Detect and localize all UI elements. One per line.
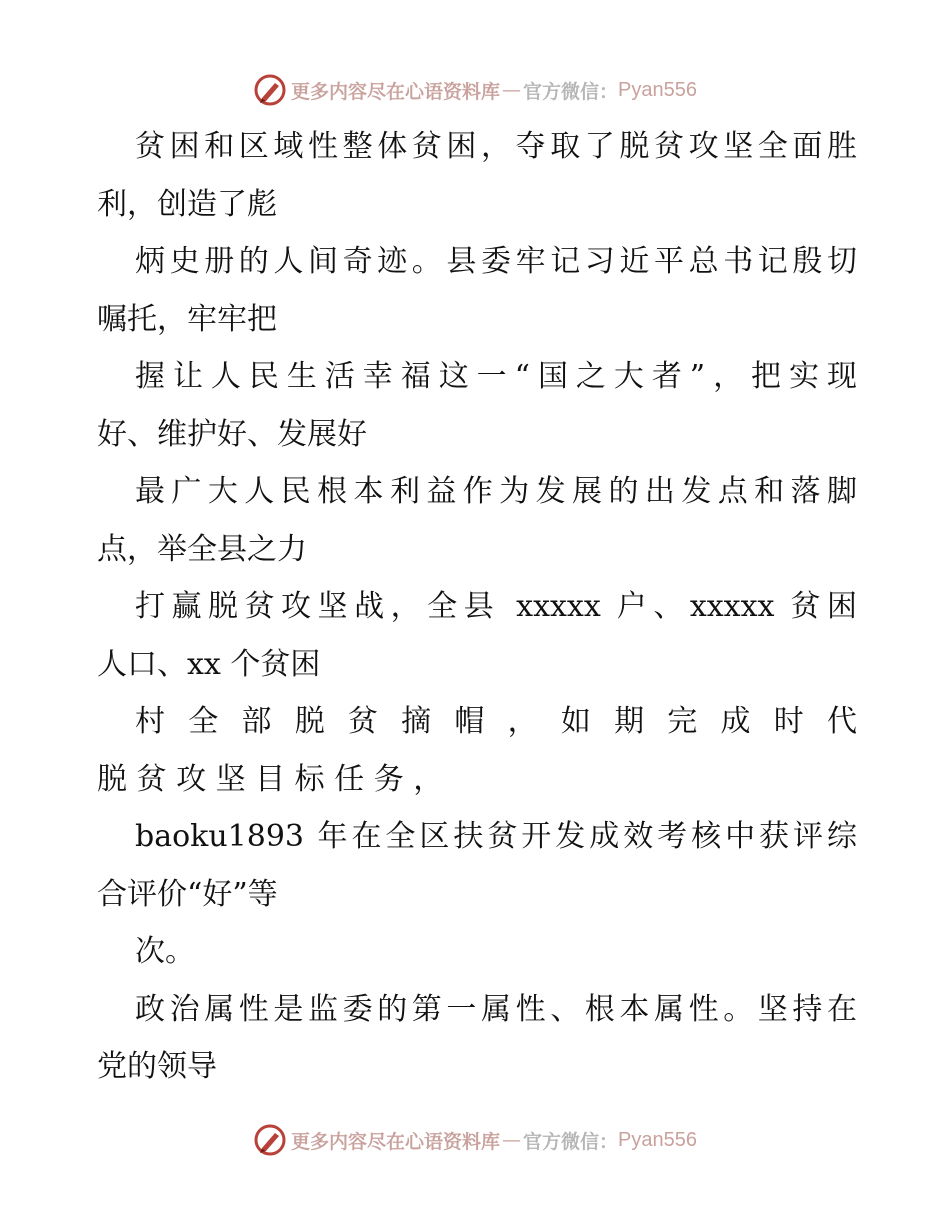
footer-wechat-label: 官方微信： bbox=[523, 1130, 619, 1153]
header-banner-dash: — bbox=[502, 79, 522, 101]
body-line: 次。 bbox=[135, 934, 195, 969]
header-wechat-label: 官方微信： bbox=[523, 80, 619, 103]
footer-wechat-id: Pyan556 bbox=[618, 1128, 697, 1151]
body-line: 脱 贫 攻 坚 目 标 任 务 ， bbox=[97, 761, 444, 797]
pen-logo-icon bbox=[253, 73, 287, 107]
footer-banner-dash: — bbox=[502, 1129, 522, 1151]
body-line: 点，举全县之力 bbox=[97, 531, 307, 567]
body-line: 贫困和区域性整体贫困，夺取了脱贫攻坚全面胜 bbox=[135, 129, 857, 164]
body-line: 村 全 部 脱 贫 摘 帽 ， 如 期 完 成 时 代 bbox=[135, 704, 857, 739]
body-line: 利，创造了彪 bbox=[97, 186, 277, 222]
footer-banner-text: 更多内容尽在心语资料库 bbox=[291, 1130, 501, 1153]
body-line: 打赢脱贫攻坚战，全县 xxxxx 户、xxxxx 贫困 bbox=[135, 589, 857, 624]
body-line: 政治属性是监委的第一属性、根本属性。坚持在 bbox=[135, 991, 857, 1027]
body-line: 握让人民生活幸福这一“国之大者”，把实现 bbox=[135, 359, 857, 394]
header-wechat-id: Pyan556 bbox=[618, 78, 697, 101]
document-body bbox=[97, 118, 857, 1096]
body-line: 合评价“好”等 bbox=[97, 876, 278, 912]
body-line: 人口、xx 个贫困 bbox=[97, 646, 321, 682]
body-line: 嘱托，牢牢把 bbox=[97, 301, 277, 337]
header-banner bbox=[0, 70, 950, 110]
body-line: 最广大人民根本利益作为发展的出发点和落脚 bbox=[135, 474, 857, 509]
body-line: baoku1893 年在全区扶贫开发成效考核中获评综 bbox=[135, 819, 857, 854]
pen-logo-icon bbox=[253, 1123, 287, 1157]
body-line: 党的领导 bbox=[97, 1049, 217, 1084]
footer-banner bbox=[0, 1120, 950, 1160]
body-line: 炳史册的人间奇迹。县委牢记习近平总书记殷切 bbox=[135, 244, 857, 279]
body-line: 好、维护好、发展好 bbox=[97, 416, 367, 452]
header-banner-text: 更多内容尽在心语资料库 bbox=[291, 80, 501, 103]
